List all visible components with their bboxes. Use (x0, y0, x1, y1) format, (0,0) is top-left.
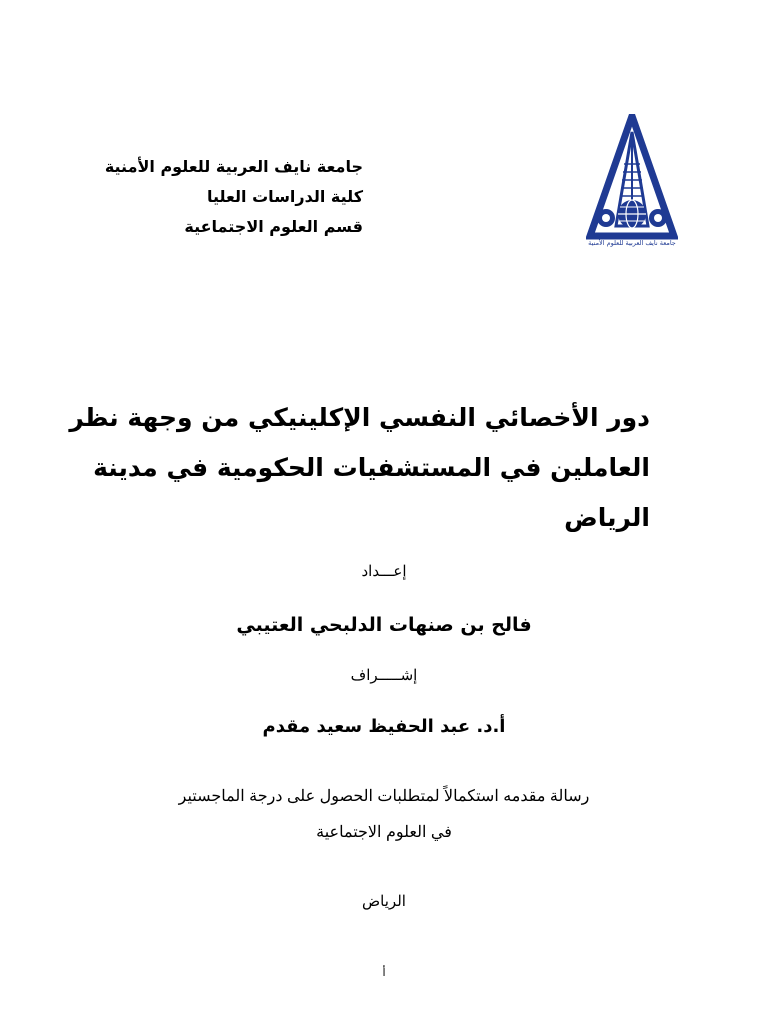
supervision-label: إشـــــراف (350, 667, 418, 684)
university-logo-icon (586, 114, 678, 248)
department-name: قسم العلوم الاجتماعية (184, 217, 363, 236)
page-number: أ (382, 967, 386, 979)
institution-header (103, 152, 363, 242)
author-name: فالح بن صنهات الدلبحي العتيبي (236, 614, 532, 636)
city-name: الرياض (362, 893, 406, 910)
thesis-note-line-2: في العلوم الاجتماعية (316, 824, 452, 841)
thesis-title (40, 393, 650, 543)
university-name: جامعة نايف العربية للعلوم الأمنية (104, 157, 363, 176)
title-line-1: دور الأخصائي النفسي الإكلينيكي من وجهة نظر (69, 403, 650, 432)
college-name: كلية الدراسات العليا (206, 187, 363, 206)
prepared-by-label: إعـــداد (361, 563, 407, 580)
logo-caption: جامعة نايف العربية للعلوم الأمنية (588, 239, 676, 247)
title-line-2: العاملين في المستشفيات الحكومية في مدينة الرياض (93, 453, 650, 532)
supervisor-name: أ.د. عبد الحفيظ سعيد مقدم (262, 716, 506, 737)
thesis-note-line-1: رسالة مقدمه استكمالاً لمتطلبات الحصول على درجة الماجستير (178, 788, 590, 805)
